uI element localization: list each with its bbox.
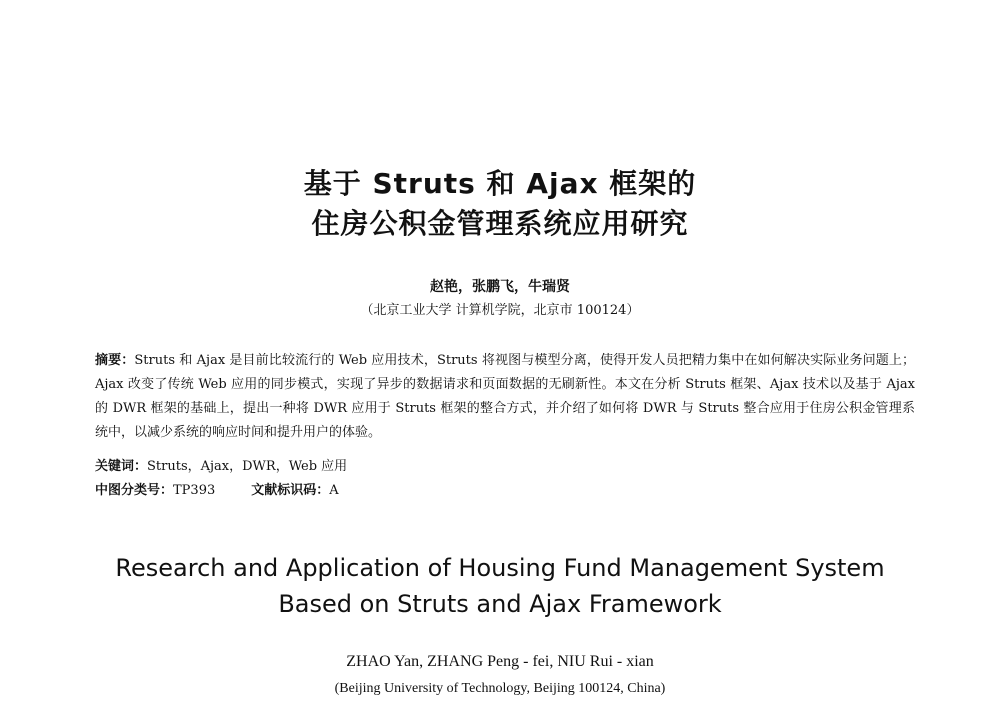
chinese-affiliation: （北京工业大学 计算机学院，北京市 100124） bbox=[360, 303, 640, 318]
english-authors: ZHAO Yan, ZHANG Peng - fei, NIU Rui - xian bbox=[346, 653, 654, 670]
keywords-line bbox=[95, 457, 347, 477]
chinese-authors: 赵艳，张鹏飞，牛瑞贤 bbox=[430, 279, 570, 295]
clc-value: TP393 bbox=[173, 483, 216, 498]
english-affiliation: (Beijing University of Technology, Beijing 100124, China) bbox=[334, 681, 666, 696]
abstract bbox=[95, 349, 915, 445]
chinese-title-line-2: 住房公积金管理系统应用研究 bbox=[311, 207, 689, 240]
english-title-line-1: Research and Application of Housing Fund Management System bbox=[115, 554, 885, 582]
abstract-label: 摘要： bbox=[95, 353, 135, 368]
english-title-line-2: Based on Struts and Ajax Framework bbox=[278, 590, 722, 618]
chinese-title-line-1: 基于 Struts 和 Ajax 框架的 bbox=[303, 167, 697, 200]
classification-line bbox=[95, 481, 339, 501]
abstract-text: Struts 和 Ajax 是目前比较流行的 Web 应用技术，Struts 将视图与模型分离，使得开发人员把精力集中在如何解决实际业务问题上；Ajax 改变了传统 Web 应用的同步模式，实现了异步的数据请求和页面数据的无刷新性。本文在分析 Struts 框架、Ajax 技术以及基于 Ajax 的 DWR 框架的基础上，提出一种将 DWR 应用于 Struts 框架的整合方式，并介绍了如何将 DWR 与 Struts 整合应用于住房公积金管理系统中，以减少系统的响应时间和提升用户的体验。 bbox=[95, 353, 915, 440]
document-code-label: 文献标识码： bbox=[251, 483, 330, 498]
keywords-label: 关键词： bbox=[95, 459, 148, 474]
keywords-text: Struts，Ajax，DWR，Web 应用 bbox=[147, 459, 348, 474]
clc-label: 中图分类号： bbox=[95, 483, 174, 498]
document-code-value: A bbox=[329, 483, 339, 498]
